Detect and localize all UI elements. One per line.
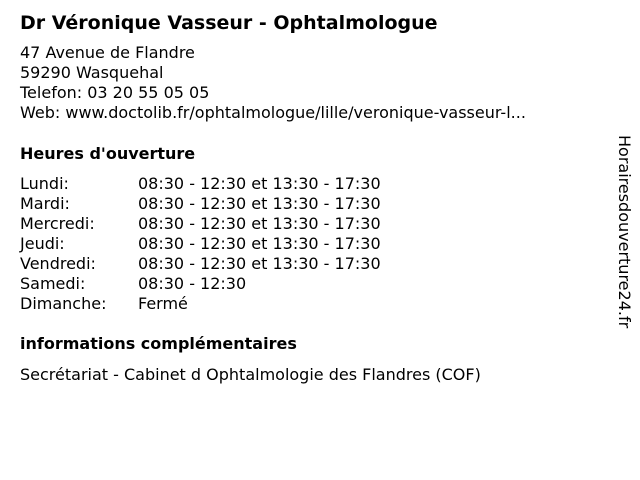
time-value: 08:30 - 12:30 bbox=[138, 274, 247, 293]
day-label: Mardi: bbox=[20, 194, 70, 213]
page-title: Dr Véronique Vasseur - Ophtalmologue bbox=[20, 12, 438, 34]
info-text: Secrétariat - Cabinet d Ophtalmologie des Flandres (COF) bbox=[20, 365, 481, 384]
day-label: Jeudi: bbox=[20, 234, 65, 253]
time-value: 08:30 - 12:30 et 13:30 - 17:30 bbox=[138, 214, 381, 233]
day-label: Dimanche: bbox=[20, 294, 107, 313]
city-postal: 59290 Wasquehal bbox=[20, 63, 164, 82]
phone-number: Telefon: 03 20 55 05 05 bbox=[20, 83, 210, 102]
day-label: Samedi: bbox=[20, 274, 86, 293]
street-address: 47 Avenue de Flandre bbox=[20, 43, 195, 62]
hours-heading: Heures d'ouverture bbox=[20, 144, 196, 163]
day-label: Vendredi: bbox=[20, 254, 96, 273]
info-heading: informations complémentaires bbox=[20, 334, 297, 353]
website-url: Web: www.doctolib.fr/ophtalmologue/lille/veronique-vasseur-l... bbox=[20, 103, 526, 122]
site-watermark: Horairesdouverture24.fr bbox=[615, 135, 634, 329]
time-value: 08:30 - 12:30 et 13:30 - 17:30 bbox=[138, 234, 381, 253]
time-value: 08:30 - 12:30 et 13:30 - 17:30 bbox=[138, 174, 381, 193]
day-label: Lundi: bbox=[20, 174, 69, 193]
time-value: 08:30 - 12:30 et 13:30 - 17:30 bbox=[138, 194, 381, 213]
time-value: Fermé bbox=[138, 294, 188, 313]
address-block bbox=[20, 43, 526, 123]
day-label: Mercredi: bbox=[20, 214, 95, 233]
time-value: 08:30 - 12:30 et 13:30 - 17:30 bbox=[138, 254, 381, 273]
